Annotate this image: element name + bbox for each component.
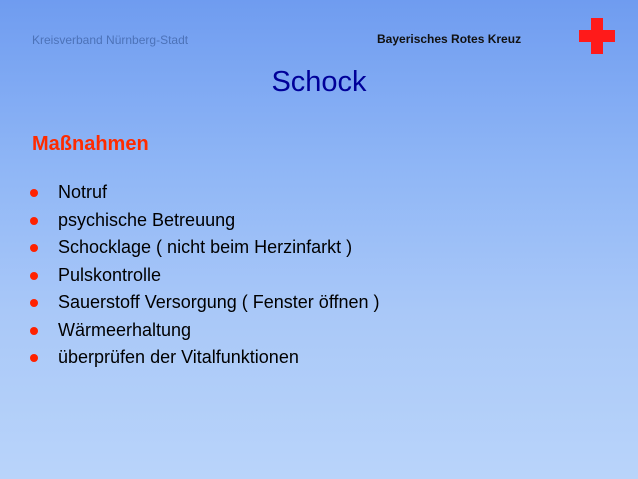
bullet-item bbox=[28, 234, 380, 262]
bullet-icon bbox=[30, 327, 38, 335]
organization-name: Bayerisches Rotes Kreuz bbox=[377, 32, 522, 46]
bullet-text: psychische Betreuung bbox=[58, 209, 236, 230]
bullet-item bbox=[28, 344, 380, 372]
bullet-item bbox=[28, 207, 380, 235]
bullet-icon bbox=[30, 189, 38, 197]
bullet-item bbox=[28, 179, 380, 207]
bullet-text: Pulskontrolle bbox=[58, 264, 162, 285]
bullet-item bbox=[28, 262, 380, 290]
bullet-icon bbox=[30, 299, 38, 307]
slide-subheading: Maßnahmen bbox=[32, 133, 149, 155]
bullet-text: überprüfen der Vitalfunktionen bbox=[58, 347, 299, 367]
bullet-icon bbox=[30, 244, 38, 252]
bullet-icon bbox=[30, 217, 38, 225]
slide-title: Schock bbox=[271, 66, 367, 98]
bullet-text: Sauerstoff Versorgung ( Fenster öffnen ) bbox=[58, 292, 380, 312]
bullet-text: Schocklage ( nicht beim Herzinfarkt ) bbox=[58, 237, 353, 257]
bullet-icon bbox=[30, 272, 38, 280]
bullet-icon bbox=[30, 354, 38, 362]
red-cross-icon bbox=[577, 16, 617, 56]
bullet-list bbox=[28, 179, 380, 372]
organization-subtitle: Kreisverband Nürnberg-Stadt bbox=[32, 33, 189, 47]
bullet-item bbox=[28, 289, 380, 317]
bullet-text: Notruf bbox=[58, 182, 108, 202]
bullet-text: Wärmeerhaltung bbox=[58, 319, 192, 340]
bullet-item bbox=[28, 317, 380, 345]
